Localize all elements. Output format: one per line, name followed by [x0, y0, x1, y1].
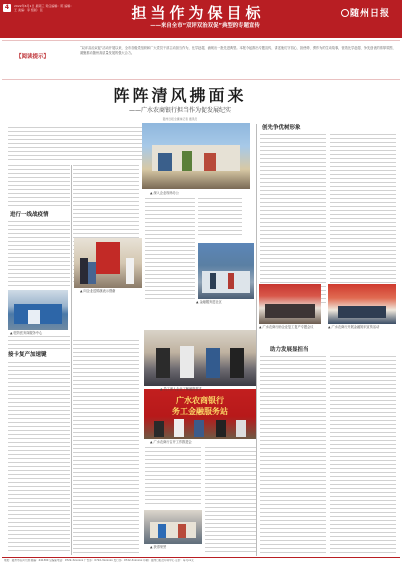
photo-meeting-2 — [328, 284, 396, 324]
photo-meeting-1 — [259, 284, 321, 324]
article-column-11 — [205, 447, 257, 554]
article-column-1a — [8, 165, 70, 209]
caption-2: ▲ 驻防医务岗服务中心 — [10, 331, 43, 335]
photo-service-center — [142, 123, 250, 189]
article-column-6 — [330, 134, 396, 304]
reading-tip-label: 【阅读提示】 — [16, 54, 50, 60]
banner-title: 担当作为保目标 — [131, 4, 265, 22]
photo-workshop — [144, 510, 202, 544]
article-column-1c — [8, 336, 70, 350]
newspaper-logo: 随州日报 — [350, 9, 391, 19]
column-rule-1 — [256, 124, 257, 556]
section-heading-3: 创先争优树形象 — [262, 125, 301, 131]
article-column-9 — [73, 340, 139, 554]
section-heading-4: 助力发展显担当 — [270, 347, 309, 353]
photo-medical-post — [8, 290, 68, 330]
article-column-3 — [145, 198, 195, 300]
section-heading-2: 接卡复产加速键 — [8, 352, 47, 358]
article-subtitle: ——广水农商银行担当作为促发展纪实 — [128, 107, 231, 114]
photo-award-banner — [74, 238, 142, 288]
logo-ornament — [341, 9, 349, 17]
caption-1: ▲ 深入企业现场办公 — [150, 191, 179, 195]
caption-9: ▲ 获得荣誉 — [150, 545, 167, 549]
section-heading-1: 进行一线战疫情 — [10, 212, 49, 218]
article-title: 阵阵清风拂面来 — [113, 86, 247, 105]
article-column-1d — [8, 362, 70, 554]
caption-4: ▲ 金融服务进社区 — [196, 300, 222, 304]
article-column-5 — [260, 134, 326, 304]
caption-8: ▲ 员工深入企业了解融资需求 — [160, 387, 202, 391]
banner-subtitle: ——来自全市“双评双治双促”典型的专题宣传 — [150, 23, 260, 29]
masthead — [0, 0, 402, 38]
photo-enterprise-visit — [144, 330, 256, 386]
photo-community — [198, 243, 254, 299]
caption-3: ▲ 向企业送锦旗表示感谢 — [80, 289, 116, 293]
article-column-1b — [8, 221, 70, 289]
article-column-7 — [260, 356, 326, 554]
caption-7: ▲ 广水农商行召开工作推进会 — [150, 440, 192, 444]
photo-service-station-banner — [144, 389, 256, 439]
footer-rule — [2, 557, 400, 558]
column-rule-2 — [71, 165, 72, 555]
footer-info: 地址：随州市沿河大道 邮编：441300 总编室电话：0722-3xxxxxx 广告部：0722-3xxxxxx 发行部：0722-3xxxxxx 印刷：随州日报社印务中心 定价：每月xx元 — [4, 559, 194, 562]
article-byline: 随州日报全媒体记者 通讯员 — [162, 117, 198, 121]
article-column-8 — [330, 356, 396, 554]
caption-5: ▲ 广水农商行助企业复工复产专题会议 — [259, 325, 314, 329]
article-column-4 — [198, 198, 242, 238]
masthead-meta: 2022年6月1日 星期三 责任编辑：陈 编辑：王 美编：李 组版：张 — [14, 4, 74, 12]
page-number-badge: 4 — [4, 4, 10, 11]
reading-tip-text: “双评双治双促”活动开展以来，全市各级党组织和广大党员干部主动担当作为，比学赶超，涌现出一批先进典型。本报今起推出专题宣传，讲述他们守初心、担使命、勇作为的生动故事，营造比学赶超、争先创优的浓厚氛围，凝聚推动随州高质量发展的强大合力。 — [80, 46, 396, 55]
banner-sign-text: 广水农商银行 务工金融服务站 — [172, 396, 228, 416]
article-column-10 — [145, 447, 201, 507]
caption-6: ▲ 广水农商行开展金融知识宣传活动 — [328, 325, 380, 329]
reading-tip-box — [2, 40, 400, 80]
